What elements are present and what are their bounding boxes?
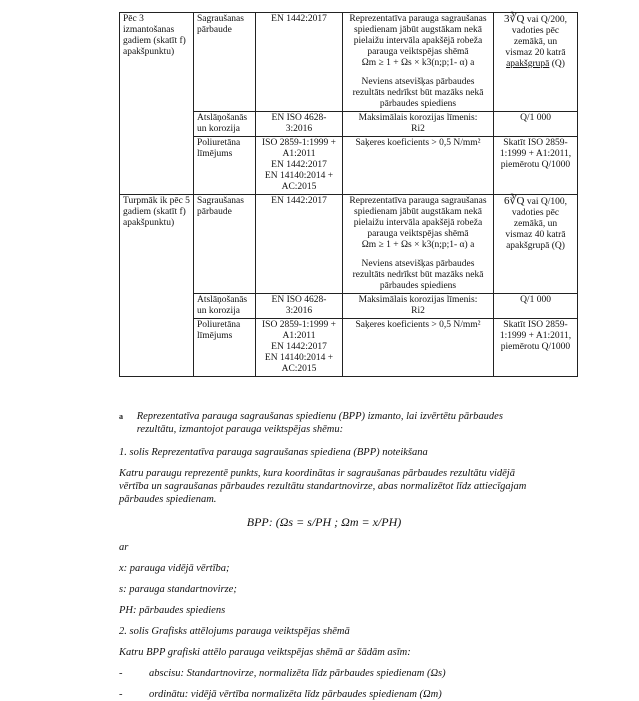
frequency-subgroup: apakšgrupā: [506, 241, 550, 251]
radical-formula: 3∛Q: [504, 13, 525, 25]
step1-paragraph: Katru paraugu reprezentē punkts, kura koordinātas ir sagraušanas pārbaudes rezultātu vidējā vērtība un sagraušanas pārbaudes rezultātu standartnovirze, abas normalizētot līdz attiecīgajam pārbaudes spiedienam.: [119, 468, 527, 505]
step2-paragraph: Katru BPP grafiski attēlo parauga veiktspējas shēmā ar šādām asīm:: [119, 647, 411, 658]
test-cell: Atslāņošanās un korozija: [194, 112, 256, 137]
frequency-cell: Skatīt ISO 2859-1:1999 + A1:2011, piemērotu Q/1000: [494, 319, 578, 377]
frequency-text: vai Q/100, vadoties pēc zemākā, un: [511, 197, 567, 229]
standard-cell: EN 1442:2017: [256, 195, 343, 294]
frequency-min: vismaz 20 katrā: [505, 48, 566, 58]
list-item: [119, 688, 529, 701]
requirement-line: Maksimālais korozijas līmenis:: [358, 295, 478, 305]
step2-heading: 2. solis Grafisks attēlojums parauga veiktspējas shēmā: [119, 626, 350, 637]
requirement-formula: Ωm ≥ 1 + Ωs × k3(n;p;1- α) a: [361, 58, 475, 68]
footnote-text: Reprezentatīva parauga sagraušanas spiedienu (BPP) izmanto, lai izvērtētu pārbaudes rezultātu, izmantojot parauga veiktspējas shēmu:: [136, 411, 503, 435]
ar-text: ar: [119, 542, 129, 553]
frequency-subgroup: apakšgrupā: [506, 59, 550, 69]
frequency-q: (Q): [551, 59, 565, 69]
requirement-line: Maksimālais korozijas līmenis:: [358, 113, 478, 123]
period-cell: Pēc 3 izmantošanas gadiem (skatīt f) apakšpunktu): [120, 13, 194, 195]
standard-line: EN 1442:2017: [271, 160, 327, 170]
step1-heading: 1. solis Reprezentatīva parauga sagraušanas spiediena (BPP) noteikšana: [119, 447, 428, 458]
frequency-cell: Q/1 000: [494, 294, 578, 319]
standard-line: EN 1442:2017: [271, 342, 327, 352]
requirement-line: Ri2: [411, 124, 425, 134]
requirement-cell: [343, 195, 494, 294]
test-cell: Sagraušanas pārbaude: [194, 13, 256, 112]
requirements-table: [119, 12, 578, 377]
test-cell: Atslāņošanās un korozija: [194, 294, 256, 319]
frequency-cell: [494, 13, 578, 112]
table-row: [120, 195, 578, 294]
standard-cell: EN 1442:2017: [256, 13, 343, 112]
frequency-cell: Q/1 000: [494, 112, 578, 137]
requirement-cell: Saķeres koeficients > 0,5 N/mm²: [343, 319, 494, 377]
list-dash: -: [119, 689, 123, 700]
definition-s: s: parauga standartnovirze;: [119, 584, 237, 595]
footnote-mark: a: [119, 412, 123, 421]
requirement-note: Neviens atsevišķas pārbaudes rezultāts nedrīkst būt mazāks nekā pārbaudes spiediens: [352, 259, 484, 291]
axis-ordinate: ordinātu: vidējā vērtība normalizēta līdz pārbaudes spiedienam (Ωm): [149, 689, 442, 700]
standard-line: EN 14140:2014 + AC:2015: [264, 171, 334, 192]
standard-line: EN 14140:2014 + AC:2015: [264, 353, 334, 374]
requirement-cell: [343, 112, 494, 137]
requirement-text: Reprezentatīva parauga sagraušanas spiedienam jābūt augstākam nekā pielaižu intervāla apakšējā robeža parauga veiktspējas shēmā: [349, 196, 487, 239]
test-cell: Poliuretāna līmējums: [194, 319, 256, 377]
standard-line: ISO 2859-1:1999 + A1:2011: [262, 320, 336, 341]
standard-cell: [256, 319, 343, 377]
period-cell: Turpmāk ik pēc 5 gadiem (skatīt f) apakšpunktu): [120, 195, 194, 377]
requirement-formula: Ωm ≥ 1 + Ωs × k3(n;p;1- α) a: [361, 240, 475, 250]
footnote-section: [119, 410, 529, 701]
standard-line: ISO 2859-1:1999 + A1:2011: [262, 138, 336, 159]
test-cell: Sagraušanas pārbaude: [194, 195, 256, 294]
list-item: [119, 667, 529, 680]
frequency-min: vismaz 40 katrā: [505, 230, 566, 240]
standard-cell: [256, 137, 343, 195]
requirement-cell: [343, 13, 494, 112]
requirement-cell: [343, 294, 494, 319]
frequency-text: vai Q/200, vadoties pēc zemākā, un: [511, 15, 567, 47]
list-dash: -: [119, 668, 123, 679]
definition-ph: PH: pārbaudes spiediens: [119, 605, 226, 616]
frequency-cell: Skatīt ISO 2859-1:1999 + A1:2011, piemērotu Q/1000: [494, 137, 578, 195]
requirement-text: Reprezentatīva parauga sagraušanas spiedienam jābūt augstākam nekā pielaižu intervāla apakšējā robeža parauga veiktspējas shēmā: [349, 14, 487, 57]
bpp-formula: BPP: (Ωs = s/PH ; Ωm = x/PH): [246, 515, 402, 529]
radical-formula: 6∛Q: [504, 195, 525, 207]
requirement-line: Ri2: [411, 306, 425, 316]
standard-cell: EN ISO 4628-3:2016: [256, 294, 343, 319]
frequency-cell: [494, 195, 578, 294]
table-row: [120, 13, 578, 112]
definition-x: x: parauga vidējā vērtība;: [119, 563, 230, 574]
test-cell: Poliuretāna līmējums: [194, 137, 256, 195]
footnote: [119, 410, 529, 436]
axis-abscissa: abscisu: Standartnovirze, normalizēta līdz pārbaudes spiedienam (Ωs): [149, 668, 446, 679]
frequency-q: (Q): [551, 241, 565, 251]
standard-cell: EN ISO 4628-3:2016: [256, 112, 343, 137]
requirement-cell: Saķeres koeficients > 0,5 N/mm²: [343, 137, 494, 195]
requirement-note: Neviens atsevišķas pārbaudes rezultāts nedrīkst būt mazāks nekā pārbaudes spiediens: [352, 77, 484, 109]
